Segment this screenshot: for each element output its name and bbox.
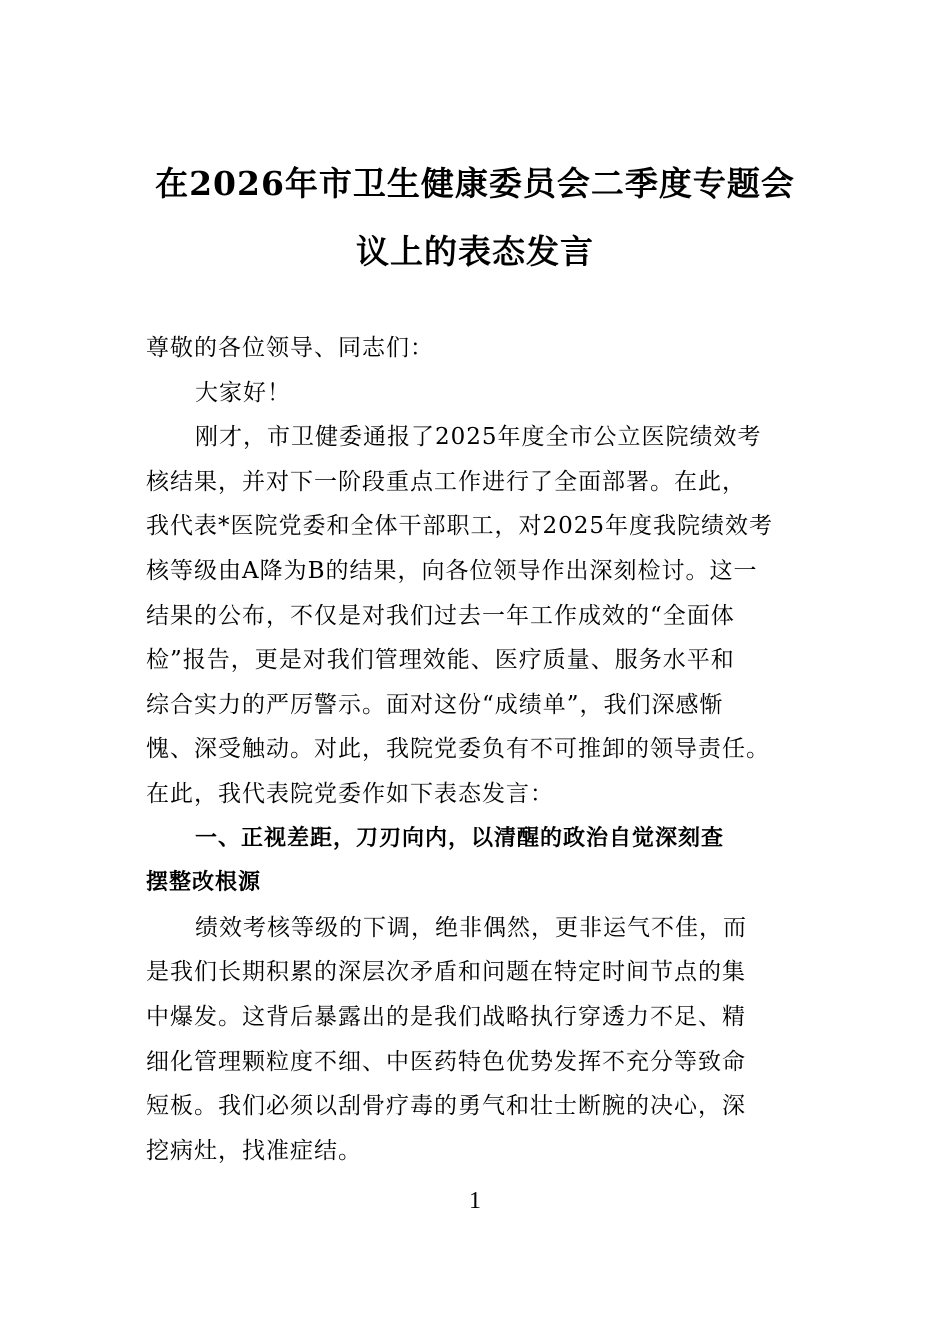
paragraph-1-line: 刚才，市卫健委通报了2025年度全市公立医院绩效考 (195, 424, 762, 451)
document-title-line-1: 在2026年市卫生健康委员会二季度专题会 (155, 164, 795, 203)
section-heading-1-line: 摆整改根源 (146, 870, 262, 896)
paragraph-2-line: 绩效考核等级的下调，绝非偶然，更非运气不佳，而 (195, 914, 747, 941)
salutation: 尊敬的各位领导、同志们： (146, 335, 434, 361)
paragraph-2-line: 是我们长期积累的深层次矛盾和问题在特定时间节点的集 (146, 959, 746, 986)
paragraph-2-line: 挖病灶，找准症结。 (146, 1137, 362, 1164)
paragraph-1-line: 综合实力的严厉警示。面对这份“成绩单”，我们深感惭 (146, 691, 724, 718)
paragraph-2-line: 细化管理颗粒度不细、中医药特色优势发挥不充分等致命 (146, 1048, 746, 1075)
paragraph-2-line: 中爆发。这背后暴露出的是我们战略执行穿透力不足、精 (146, 1003, 746, 1030)
paragraph-1-line: 结果的公布，不仅是对我们过去一年工作成效的“全面体 (146, 602, 735, 629)
section-heading-1-line: 一、正视差距，刀刃向内，以清醒的政治自觉深刻查 (195, 825, 725, 851)
document-body (146, 326, 816, 1173)
greeting: 大家好！ (195, 379, 291, 406)
paragraph-1-line: 检”报告，更是对我们管理效能、医疗质量、服务水平和 (146, 647, 735, 674)
paragraph-1-line: 在此，我代表院党委作如下表态发言： (146, 780, 554, 807)
page-number: 1 (469, 1188, 481, 1214)
paragraph-1-line: 核结果，并对下一阶段重点工作进行了全面部署。在此， (146, 468, 746, 495)
paragraph-1-line: 核等级由A降为B的结果，向各位领导作出深刻检讨。这一 (146, 557, 758, 584)
paragraph-1-line: 我代表*医院党委和全体干部职工，对2025年度我院绩效考 (146, 513, 774, 540)
paragraph-1-line: 愧、深受触动。对此，我院党委负有不可推卸的领导责任。 (146, 736, 770, 763)
paragraph-2-line: 短板。我们必须以刮骨疗毒的勇气和壮士断腕的决心，深 (146, 1093, 746, 1120)
document-title-line-2: 议上的表态发言 (356, 232, 594, 271)
